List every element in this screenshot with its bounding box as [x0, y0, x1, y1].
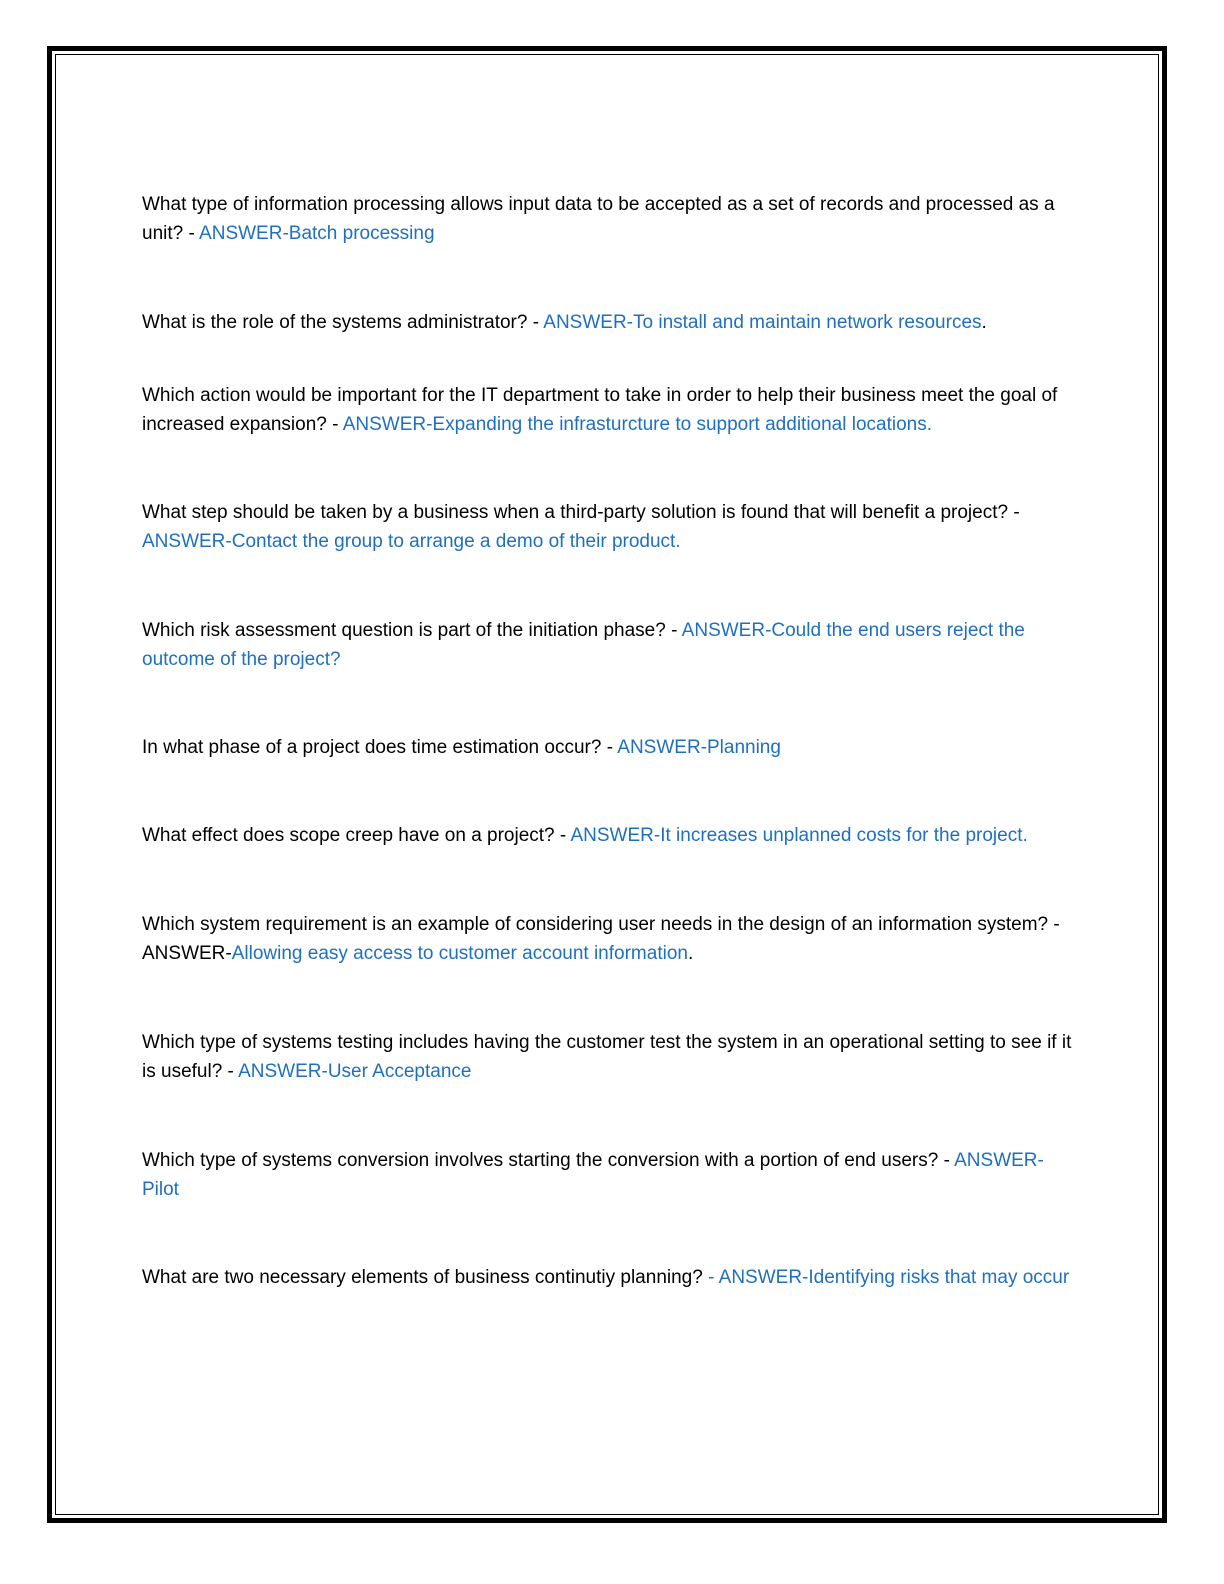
qa-item — [142, 1263, 1072, 1292]
answer-text: ANSWER-Pilot — [142, 1150, 1044, 1200]
qa-item — [142, 1146, 1072, 1204]
qa-item — [142, 733, 1072, 762]
qa-item — [142, 1028, 1072, 1086]
answer-separator: - — [332, 414, 343, 435]
qa-item — [142, 616, 1072, 674]
qa-item — [142, 381, 1072, 439]
answer-separator: - — [606, 737, 618, 758]
answer-separator: - — [943, 1150, 955, 1171]
answer-text: ANSWER-User Acceptance — [238, 1061, 472, 1082]
question-text: In what phase of a project does time estimation occur? — [142, 737, 607, 758]
qa-item — [142, 190, 1072, 248]
answer-separator: - — [559, 825, 571, 846]
question-text: What step should be taken by a business when a third-party solution is found that will benefit a project? — [142, 502, 1014, 523]
answer-separator: - — [671, 620, 682, 641]
question-text: Which type of systems conversion involves starting the conversion with a portion of end users? — [142, 1150, 944, 1171]
question-text: Which type of systems testing includes having the customer test the system in an operational setting to see if it is useful? — [142, 1032, 1072, 1082]
answer-separator: - — [532, 312, 544, 333]
question-text: What effect does scope creep have on a project? — [142, 825, 560, 846]
answer-text: ANSWER-Contact the group to arrange a demo of their product. — [142, 531, 681, 552]
answer-text: ANSWER-Batch processing — [199, 223, 435, 244]
qa-item — [142, 308, 1072, 337]
answer-text: ANSWER-Planning — [617, 737, 781, 758]
answer-separator: - — [1013, 502, 1020, 523]
answer-text: Allowing easy access to customer account information — [231, 943, 688, 964]
answer-separator: - — [227, 1061, 239, 1082]
question-text: Which action would be important for the IT department to take in order to help their business meet the goal of increased expansion? — [142, 385, 1058, 435]
page-border-inner — [55, 54, 1159, 1515]
answer-suffix: . — [687, 943, 694, 964]
qa-item — [142, 910, 1072, 968]
answer-suffix: . — [981, 312, 987, 333]
qa-item — [142, 498, 1072, 556]
question-text: What is the role of the systems administrator? — [142, 312, 533, 333]
answer-text: ANSWER-Could the end users reject the outcome of the project? — [142, 620, 1025, 670]
answer-separator: - — [188, 223, 200, 244]
answer-text: ANSWER-It increases unplanned costs for the project. — [570, 825, 1028, 846]
answer-text: - ANSWER-Identifying risks that may occur — [708, 1267, 1070, 1288]
question-text: What are two necessary elements of business continutiy planning? — [142, 1267, 709, 1288]
qa-item — [142, 821, 1072, 850]
answer-text: ANSWER-Expanding the infrasturcture to support additional locations. — [342, 414, 933, 435]
question-text: What type of information processing allows input data to be accepted as a set of records and processed as a unit? — [142, 194, 1055, 244]
question-text: Which risk assessment question is part of the initiation phase? — [142, 620, 672, 641]
question-text: Which system requirement is an example of considering user needs in the design of an information system? - ANSWER- — [142, 914, 1060, 964]
answer-text: ANSWER-To install and maintain network resources — [543, 312, 982, 333]
